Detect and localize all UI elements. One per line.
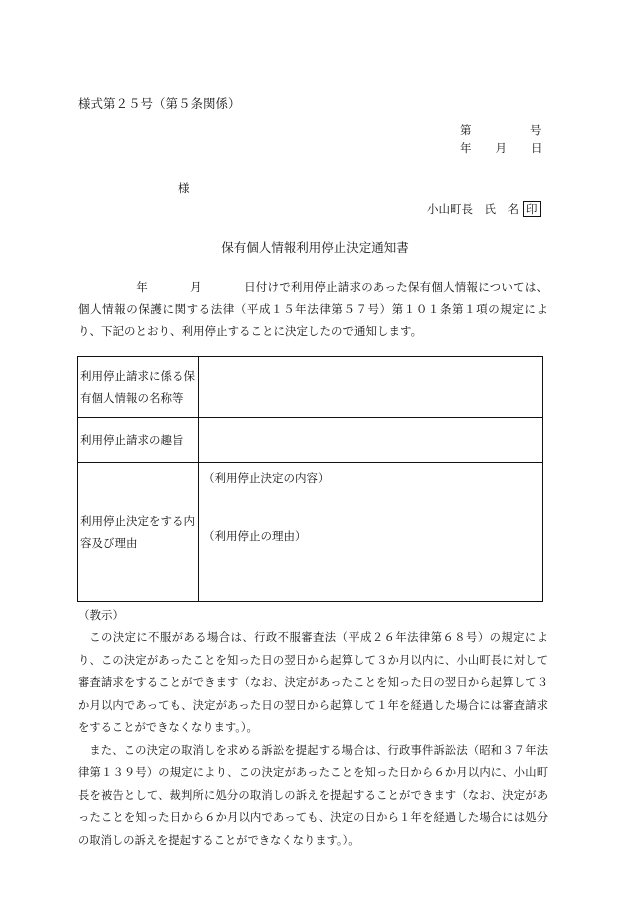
form-number: 様式第２５号（第５条関係） xyxy=(78,96,241,111)
row1-label: 利用停止請求に係る保有個人情報の名称等 xyxy=(78,357,199,418)
decision-table xyxy=(77,356,543,602)
body-paragraph xyxy=(78,276,548,342)
document-title: 保有個人情報利用停止決定通知書 xyxy=(221,240,409,255)
decision-content-label: （利用停止決定の内容） xyxy=(203,471,330,485)
body-year: 年 xyxy=(136,280,148,294)
document-number-prefix: 第 xyxy=(460,123,472,137)
document-number-suffix: 号 xyxy=(530,123,542,137)
seal-mark: 印 xyxy=(523,201,541,217)
row1-value xyxy=(199,357,543,418)
decision-reason-label: （利用停止の理由） xyxy=(203,529,307,543)
notes-body xyxy=(78,627,548,852)
body-text: 日付けで利用停止請求のあった保有個人情報については、個人情報の保護に関する法律（平成１５年法律第５７号）第１０１条第１項の規定により、下記のとおり、利用停止することに決定したので通知します。 xyxy=(78,280,549,338)
row2-label: 利用停止請求の趣旨 xyxy=(78,418,199,463)
addressee-honorific: 様 xyxy=(178,181,190,195)
date-day: 日 xyxy=(531,141,543,155)
row2-value xyxy=(199,418,543,463)
body-month: 月 xyxy=(189,280,202,294)
row3-value xyxy=(199,463,543,602)
date-month: 月 xyxy=(495,141,507,155)
sender-label: 小山町長 氏 名 xyxy=(427,202,519,216)
notes-heading: （教示） xyxy=(78,608,124,622)
date-year: 年 xyxy=(460,141,472,155)
issue-date xyxy=(460,140,543,156)
notes-paragraph-1: この決定に不服がある場合は、行政不服審査法（平成２６年法律第６８号）の規定により、この決定があったことを知った日の翌日から起算して３か月以内に、小山町長に対して審査請求をすることができます（なお、決定があったことを知った日の翌日から起算して３か月以内であっても、決定があった日の翌日から起算して１年を経過した場合には審査請求をすることができなくなります。）。 xyxy=(78,631,548,734)
sender-line xyxy=(427,201,541,217)
row3-label: 利用停止決定をする内容及び理由 xyxy=(78,463,199,602)
notes-paragraph-2: また、この決定の取消しを求める訴訟を提起する場合は、行政事件訴訟法（昭和３７年法律第１３９号）の規定により、この決定があったことを知った日から６か月以内に、小山町長を被告として、裁判所に処分の取消しの訴えを提起することができます（なお、決定があったことを知った日から６か月以内であっても、決定の日から１年を経過した場合には処分の取消しの訴えを提起することができなくなります。）。 xyxy=(78,743,548,847)
